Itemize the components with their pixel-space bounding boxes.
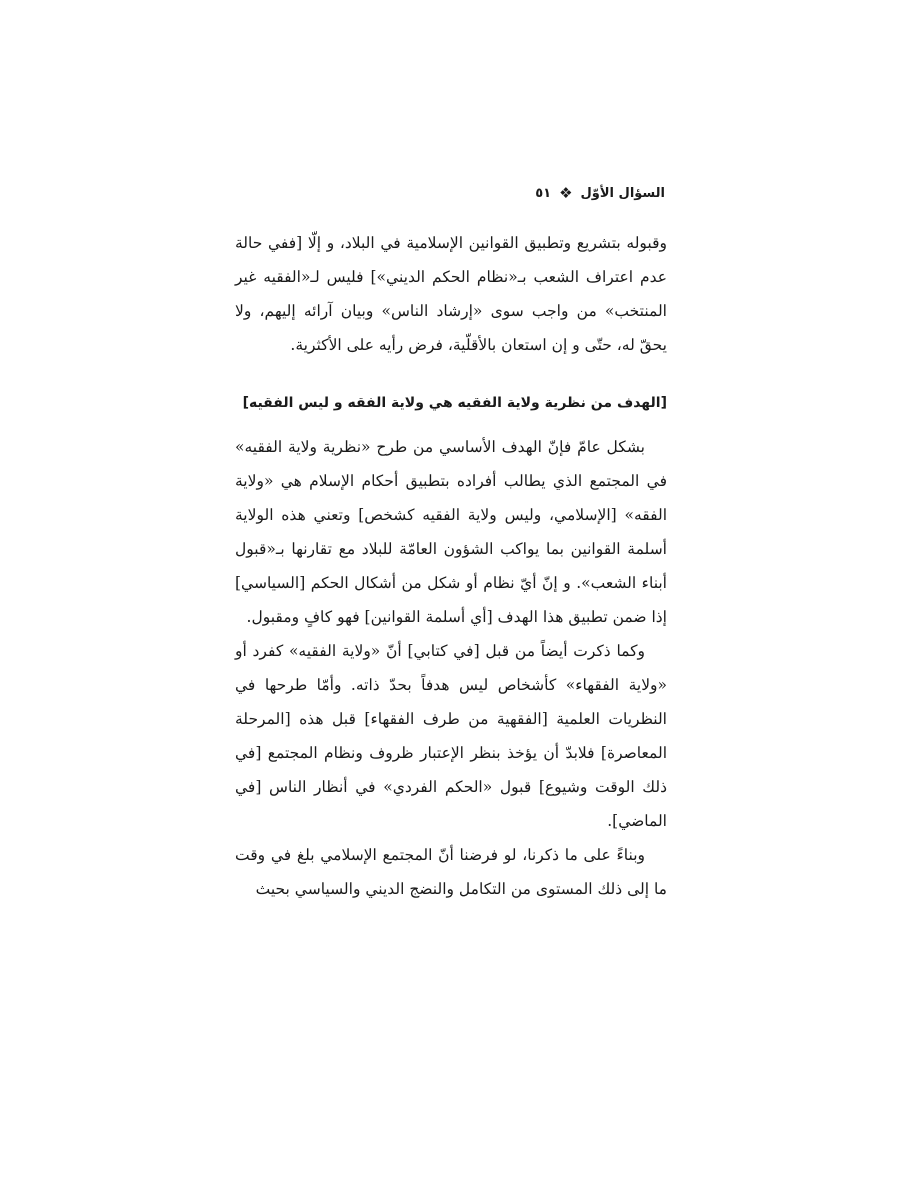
paragraph: وبناءً على ما ذكرنا، لو فرضنا أنّ المجتمع الإسلامي بلغ في وقت ما إلى ذلك المستوى من التكامل والنضج الديني والسياسي بحيث [235,846,667,898]
ornament-icon: ❖ [559,184,573,202]
paragraph: وكما ذكرت أيضاً من قبل [في كتابي] أنّ «ولاية الفقيه» كفرد أو «ولاية الفقهاء» كأشخاص ليس هدفاً بحدّ ذاته. وأمّا طرحها في النظريات العلمية [الفقهية من طرف الفقهاء] قبل هذه [المرحلة المعاصرة] فلابدّ أن يؤخذ بنظر الإعتبار ظروف ونظام المجتمع [في ذلك الوقت وشيوع] قبول «الحكم الفردي» في أنظار الناس [في الماضي]. [235,642,667,830]
paragraph-continuation: وقبوله بتشريع وتطبيق القوانين الإسلامية في البلاد، و إلّا [ففي حالة عدم اعتراف الشعب بـ«نظام الحكم الديني»] فليس لـ«الفقيه غير المنتخب» من واجب سوى «إرشاد الناس» وبيان آرائه إليهم، ولا يحقّ له، حتّى و إن استعان بالأقلّية، فرض رأيه على الأكثرية. [235,234,667,354]
paragraph: بشكل عامّ فإنّ الهدف الأساسي من طرح «نظرية ولاية الفقيه» في المجتمع الذي يطالب أفراده بتطبيق أحكام الإسلام هي «ولاية الفقه» [الإسلامي، وليس ولاية الفقيه كشخص] وتعني هذه الولاية أسلمة القوانين بما يواكب الشؤون العامّة للبلاد مع تقارنها بـ«قبول أبناء الشعب». و إنّ أيّ نظام أو شكل من أشكال الحكم [السياسي] إذا ضمن تطبيق هذا الهدف [أي أسلمة القوانين] فهو كافٍ ومقبول. [235,438,667,626]
section-heading: [الهدف من نظرية ولاية الفقيه هي ولاية الفقه و ليس الفقيه] [242,395,667,411]
running-head [235,186,665,201]
body-text [235,226,667,906]
section-title: السؤال الأوّل [580,186,665,201]
page-number: ٥١ [535,186,552,201]
